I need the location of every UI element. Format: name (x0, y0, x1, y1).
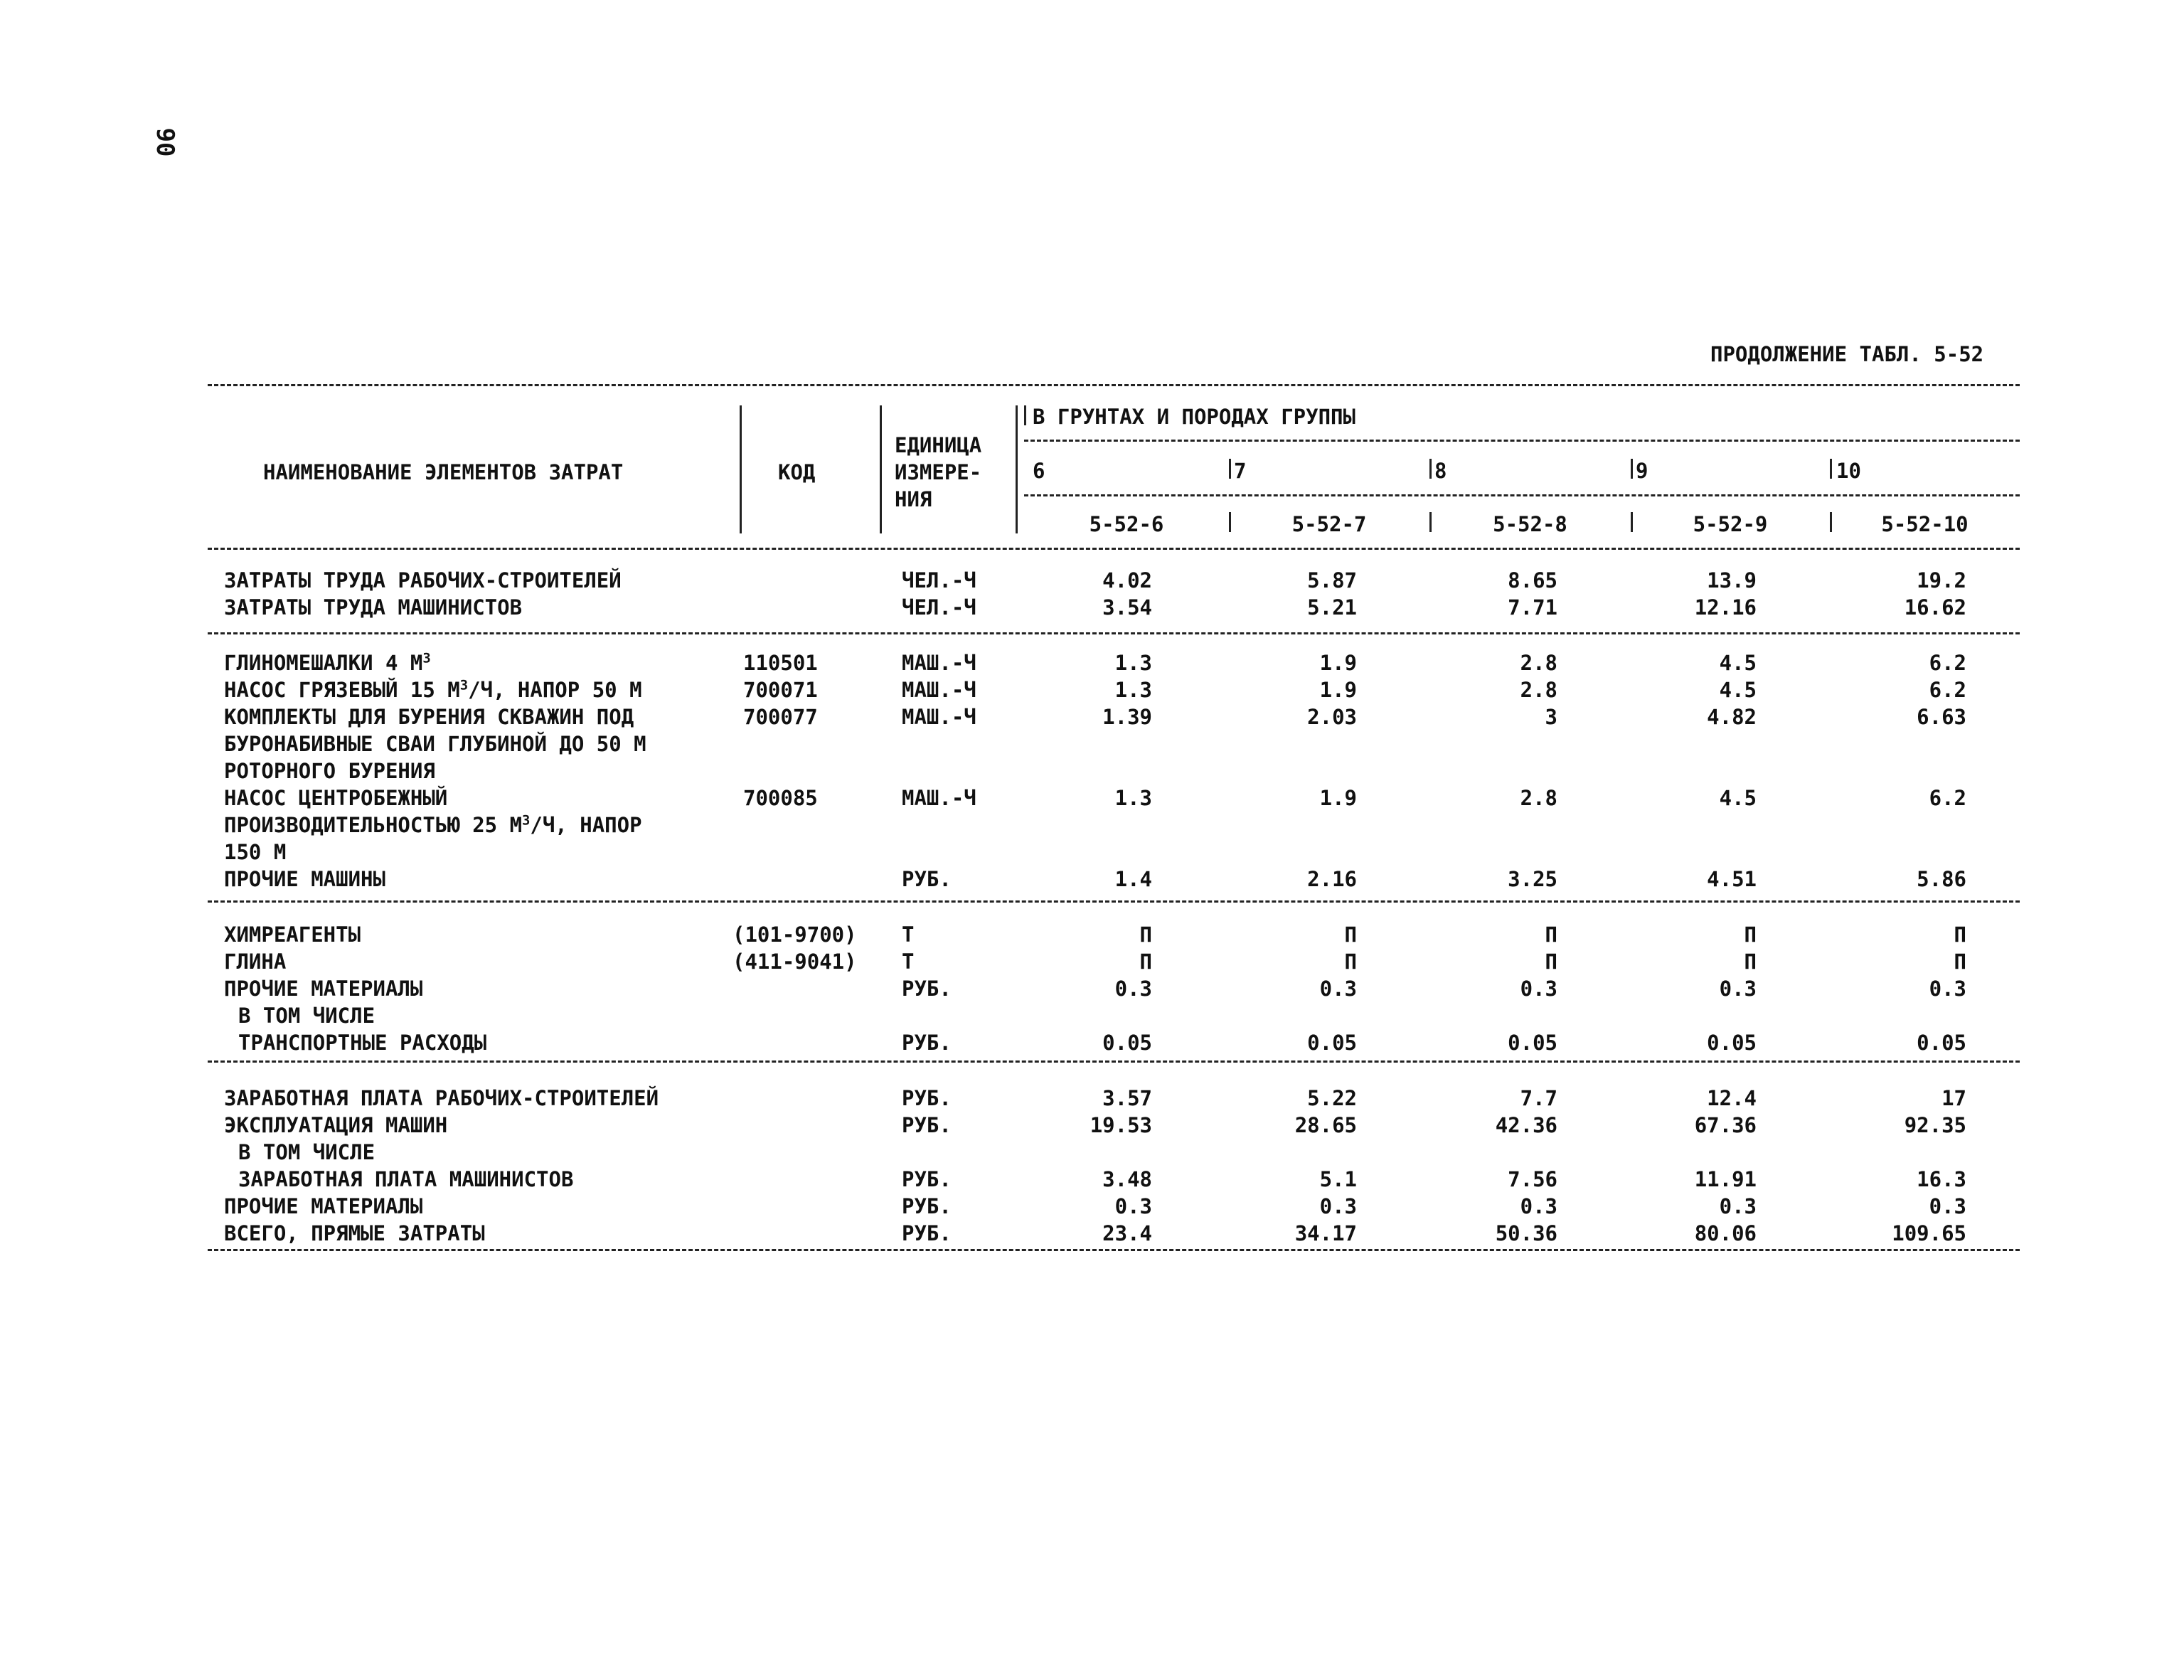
row-value: 92.35 (1904, 1113, 1966, 1137)
row-unit: РУБ. (902, 867, 952, 891)
header-group-6: 6 (1033, 459, 1045, 483)
row-name: ЗАТРАТЫ ТРУДА МАШИНИСТОВ (224, 595, 523, 620)
row-unit: Т (902, 923, 915, 947)
row-value: 28.65 (1294, 1113, 1357, 1137)
row-value: 6.63 (1917, 705, 1966, 729)
row-code: 700071 (743, 678, 818, 702)
row-unit: РУБ. (902, 1031, 952, 1055)
row-value: 0.3 (1520, 1194, 1557, 1218)
row-value: П (1545, 950, 1557, 974)
row-name: ПРОЧИЕ МАТЕРИАЛЫ (224, 1194, 423, 1218)
row-name: ГЛИНОМЕШАЛКИ 4 $М^3$ (224, 651, 431, 675)
row-unit: Т (902, 950, 915, 974)
row-name: ГЛИНА (224, 950, 287, 974)
row-value: 7.56 (1508, 1167, 1557, 1191)
row-value: 34.17 (1294, 1221, 1357, 1245)
row-value: 13.9 (1707, 568, 1757, 592)
row-value: П (1954, 923, 1966, 947)
header-group-7: 7 (1234, 459, 1247, 483)
row-name: ВСЕГО, ПРЯМЫЕ ЗАТРАТЫ (224, 1221, 485, 1245)
row-value: 4.5 (1719, 651, 1757, 675)
dashed-rule (208, 1249, 2020, 1251)
row-code: 700085 (743, 786, 818, 810)
row-name: НАСОС ЦЕНТРОБЕЖНЫЙ (224, 786, 448, 810)
row-value: 19.2 (1917, 568, 1966, 592)
row-unit: РУБ. (902, 1086, 952, 1110)
row-name: БУРОНАБИВНЫЕ СВАИ ГЛУБИНОЙ ДО 50 М (224, 732, 646, 756)
row-value: 5.87 (1307, 568, 1357, 592)
column-divider (1229, 459, 1231, 479)
row-value: 0.3 (1929, 977, 1966, 1001)
row-value: 3 (1545, 705, 1557, 729)
column-divider (1830, 459, 1832, 479)
row-value: 4.02 (1102, 568, 1152, 592)
dashed-rule (1024, 494, 2020, 496)
row-value: 1.39 (1102, 705, 1152, 729)
row-value: 4.82 (1707, 705, 1757, 729)
row-value: П (1744, 923, 1757, 947)
header-code-col: КОД (778, 460, 816, 484)
row-value: 2.16 (1307, 867, 1357, 891)
row-value: 23.4 (1102, 1221, 1152, 1245)
row-value: 2.8 (1520, 786, 1557, 810)
row-unit: ЧЕЛ.-Ч (902, 595, 976, 620)
row-value: 50.36 (1495, 1221, 1557, 1245)
header-group-9: 9 (1636, 459, 1648, 483)
row-value: 1.9 (1319, 651, 1357, 675)
row-value: 6.2 (1929, 678, 1966, 702)
row-value: 1.9 (1319, 678, 1357, 702)
row-value: 6.2 (1929, 651, 1966, 675)
row-value: 12.4 (1707, 1086, 1757, 1110)
row-code: (411-9041) (733, 950, 857, 974)
header-group-title: В ГРУНТАХ И ПОРОДАХ ГРУППЫ (1033, 405, 1355, 429)
row-value: 4.5 (1719, 786, 1757, 810)
row-name: КОМПЛЕКТЫ ДЛЯ БУРЕНИЯ СКВАЖИН ПОД (224, 705, 634, 729)
row-name: ПРОЧИЕ МАТЕРИАЛЫ (224, 977, 423, 1001)
row-value: 0.05 (1508, 1031, 1557, 1055)
header-name-col: НАИМЕНОВАНИЕ ЭЛЕМЕНТОВ ЗАТРАТ (263, 460, 624, 484)
header-unit-col: ЕДИНИЦА (895, 433, 982, 457)
column-divider (880, 405, 882, 533)
column-divider (740, 405, 742, 533)
row-value: 42.36 (1495, 1113, 1557, 1137)
dashed-rule (208, 632, 2020, 634)
row-name: В ТОМ ЧИСЛЕ (238, 1140, 375, 1164)
row-value: 5.1 (1319, 1167, 1357, 1191)
row-name: ЗАРАБОТНАЯ ПЛАТА МАШИНИСТОВ (238, 1167, 574, 1191)
row-value: 2.8 (1520, 678, 1557, 702)
row-value: 0.05 (1102, 1031, 1152, 1055)
row-value: 17 (1941, 1086, 1966, 1110)
row-value: 0.3 (1319, 1194, 1357, 1218)
row-value: 0.05 (1917, 1031, 1966, 1055)
row-value: 4.51 (1707, 867, 1757, 891)
row-value: 7.71 (1508, 595, 1557, 620)
row-value: П (1744, 950, 1757, 974)
row-name: ЭКСПЛУАТАЦИЯ МАШИН (224, 1113, 448, 1137)
row-value: 5.86 (1917, 867, 1966, 891)
row-value: 0.05 (1307, 1031, 1357, 1055)
dashed-rule (208, 384, 2020, 386)
row-value: П (1139, 950, 1152, 974)
row-name: ЗАРАБОТНАЯ ПЛАТА РАБОЧИХ-СТРОИТЕЛЕЙ (224, 1086, 659, 1110)
row-unit: РУБ. (902, 1113, 952, 1137)
row-value: 0.3 (1319, 977, 1357, 1001)
header-group-8: 8 (1434, 459, 1447, 483)
row-value: 1.9 (1319, 786, 1357, 810)
row-unit: МАШ.-Ч (902, 786, 976, 810)
header-code-5-52-10: 5-52-10 (1881, 512, 1969, 536)
row-value: 0.3 (1520, 977, 1557, 1001)
row-value: П (1545, 923, 1557, 947)
row-value: 5.22 (1307, 1086, 1357, 1110)
row-value: 3.48 (1102, 1167, 1152, 1191)
row-code: 110501 (743, 651, 818, 675)
row-unit: ЧЕЛ.-Ч (902, 568, 976, 592)
row-unit: РУБ. (902, 1221, 952, 1245)
page-number: 90 (151, 127, 179, 157)
row-value: 80.06 (1694, 1221, 1757, 1245)
header-unit-col: НИЯ (895, 487, 932, 511)
header-group-10: 10 (1836, 459, 1861, 483)
row-value: 1.3 (1114, 678, 1152, 702)
row-value: 11.91 (1694, 1167, 1757, 1191)
column-divider (1024, 405, 1026, 425)
header-code-5-52-7: 5-52-7 (1291, 512, 1367, 536)
row-value: 0.3 (1114, 1194, 1152, 1218)
row-value: П (1344, 950, 1357, 974)
row-value: 7.7 (1520, 1086, 1557, 1110)
row-value: 0.3 (1114, 977, 1152, 1001)
row-value: 109.65 (1892, 1221, 1966, 1245)
row-value: 1.4 (1114, 867, 1152, 891)
row-value: 5.21 (1307, 595, 1357, 620)
row-name: 150 М (224, 840, 287, 864)
row-value: 8.65 (1508, 568, 1557, 592)
row-name: ЗАТРАТЫ ТРУДА РАБОЧИХ-СТРОИТЕЛЕЙ (224, 568, 622, 592)
header-code-5-52-8: 5-52-8 (1493, 512, 1567, 536)
row-value: 0.05 (1707, 1031, 1757, 1055)
row-name: В ТОМ ЧИСЛЕ (238, 1004, 375, 1028)
table-caption: ПРОДОЛЖЕНИЕ ТАБЛ. 5-52 (1710, 342, 1984, 366)
row-value: 12.16 (1694, 595, 1757, 620)
row-value: П (1954, 950, 1966, 974)
column-divider (1016, 405, 1018, 533)
row-value: П (1344, 923, 1357, 947)
row-name: ПРОЧИЕ МАШИНЫ (224, 867, 385, 891)
row-value: 16.62 (1904, 595, 1966, 620)
row-value: 4.5 (1719, 678, 1757, 702)
column-divider (1631, 459, 1633, 479)
row-name: РОТОРНОГО БУРЕНИЯ (224, 759, 435, 783)
row-value: 6.2 (1929, 786, 1966, 810)
row-code: 700077 (743, 705, 818, 729)
row-value: 1.3 (1114, 651, 1152, 675)
row-value: 2.8 (1520, 651, 1557, 675)
row-unit: МАШ.-Ч (902, 705, 976, 729)
row-value: 67.36 (1694, 1113, 1757, 1137)
header-code-5-52-9: 5-52-9 (1693, 512, 1768, 536)
header-code-5-52-6: 5-52-6 (1089, 512, 1164, 536)
row-unit: РУБ. (902, 1167, 952, 1191)
row-unit: МАШ.-Ч (902, 678, 976, 702)
row-code: (101-9700) (733, 923, 857, 947)
row-name: ХИМРЕАГЕНТЫ (224, 923, 361, 947)
row-value: 0.3 (1929, 1194, 1966, 1218)
row-value: 19.53 (1090, 1113, 1152, 1137)
dashed-rule (208, 548, 2020, 550)
row-value: 0.3 (1719, 977, 1757, 1001)
row-value: 0.3 (1719, 1194, 1757, 1218)
dashed-rule (1024, 440, 2020, 442)
row-value: 2.03 (1307, 705, 1357, 729)
row-value: 16.3 (1917, 1167, 1966, 1191)
row-value: 3.54 (1102, 595, 1152, 620)
dashed-rule (208, 1060, 2020, 1063)
header-unit-col: ИЗМЕРЕ- (895, 460, 982, 484)
row-value: 1.3 (1114, 786, 1152, 810)
row-value: 3.57 (1102, 1086, 1152, 1110)
column-divider (1429, 459, 1432, 479)
dashed-rule (208, 900, 2020, 903)
row-value: П (1139, 923, 1152, 947)
row-name: НАСОС ГРЯЗЕВЫЙ 15 $М^3/Ч$, НАПОР 50 М (224, 678, 642, 702)
row-unit: МАШ.-Ч (902, 651, 976, 675)
row-value: 3.25 (1508, 867, 1557, 891)
row-name: ПРОИЗВОДИТЕЛЬНОСТЬЮ 25 $М^3/Ч$, НАПОР (224, 813, 642, 837)
row-unit: РУБ. (902, 977, 952, 1001)
row-name: ТРАНСПОРТНЫЕ РАСХОДЫ (238, 1031, 487, 1055)
row-unit: РУБ. (902, 1194, 952, 1218)
